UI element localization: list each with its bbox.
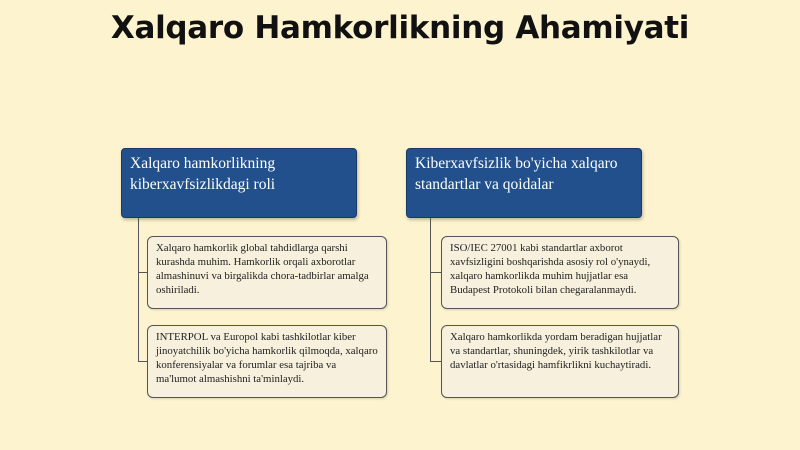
header-label-left: Xalqaro hamkorlikning kiberxavfsizlikdagi roli xyxy=(130,155,276,193)
info-card-right-1 xyxy=(441,236,679,309)
info-card-left-1 xyxy=(147,236,387,309)
info-card-text: INTERPOL va Europol kabi tashkilotlar kiber jinoyatchilik bo'yicha hamkorlik qilmoqda, xalqaro konferensiyalar va forumlar esa tajriba va ma'lumot almashishni ta'minlaydi. xyxy=(156,331,378,385)
connector-branch-left-2 xyxy=(138,361,147,362)
header-box-right xyxy=(406,148,642,218)
connector-branch-right-1 xyxy=(430,272,441,273)
info-card-text: Xalqaro hamkorlik global tahdidlarga qarshi kurashda muhim. Hamkorlik orqali axborotlar almashinuvi va birgalikda chora-tadbirlar amalga oshiriladi. xyxy=(156,242,369,296)
header-label-right: Kiberxavfsizlik bo'yicha xalqaro standartlar va qoidalar xyxy=(415,155,618,193)
connector-vertical-left xyxy=(138,218,139,362)
connector-vertical-right xyxy=(430,218,431,362)
info-card-text: ISO/IEC 27001 kabi standartlar axborot xavfsizligini boshqarishda asosiy rol o'ynaydi, xalqaro hamkorlikda muhim hujjatlar esa Budapest Protokoli bilan chegaralanmaydi. xyxy=(450,242,651,296)
info-card-right-2 xyxy=(441,325,679,398)
info-card-text: Xalqaro hamkorlikda yordam beradigan hujjatlar va standartlar, shuningdek, yirik tashkilotlar va davlatlar o'rtasidagi hamfikrlikni kuchaytiradi. xyxy=(450,331,662,371)
connector-branch-left-1 xyxy=(138,272,147,273)
page-title: Xalqaro Hamkorlikning Ahamiyati xyxy=(110,10,690,46)
connector-branch-right-2 xyxy=(430,361,441,362)
info-card-left-2 xyxy=(147,325,387,398)
header-box-left xyxy=(121,148,357,218)
